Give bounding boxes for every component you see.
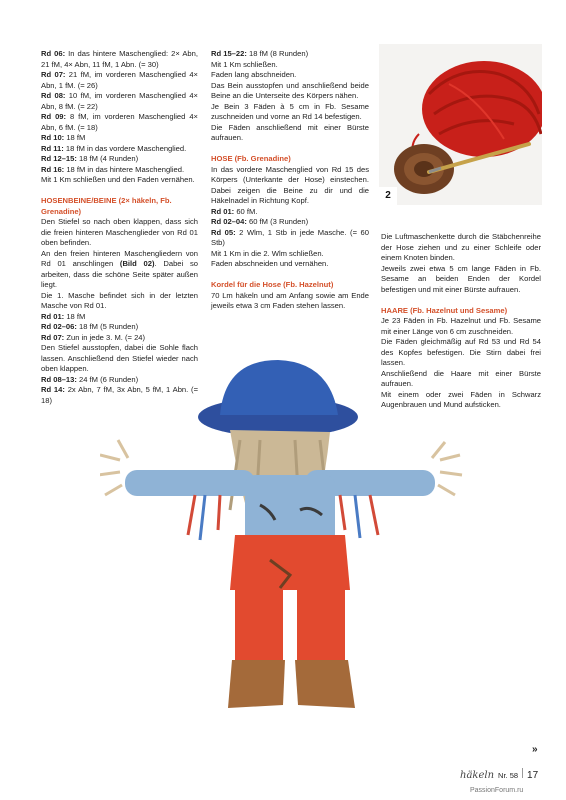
paragraph: Das Bein ausstopfen und anschließend beide Beine an die Unterseite des Körpers nähen.	[211, 80, 369, 100]
section-heading-hair: HAARE (Fb. Hazelnut und Sesame)	[381, 305, 508, 315]
round-instruction	[211, 228, 369, 249]
round-label: Rd 02–06:	[41, 322, 77, 331]
round-instruction	[41, 322, 198, 333]
text-column-1	[41, 49, 198, 406]
paragraph: Mit einem oder zwei Fäden in Schwarz Augenbrauen und Mund aufsticken.	[381, 389, 541, 409]
round-list	[211, 207, 369, 249]
watermark: PassionForum.ru	[470, 787, 524, 794]
round-text: In das hintere Maschenglied: 2× Abn, 21 fM, 4× Abn, 11 fM, 1 Abn. (= 30)	[41, 49, 198, 69]
round-instruction	[41, 165, 198, 176]
round-label: Rd 05:	[211, 227, 236, 237]
round-label: Rd 10:	[41, 133, 65, 142]
round-text: 18 fM	[64, 311, 86, 321]
paragraph: Mit 1 Km in die 2. Wlm schließen.	[211, 248, 324, 258]
round-label: Rd 12–15:	[41, 154, 77, 163]
round-text: 18 fM	[64, 133, 86, 142]
paragraph: Mit 1 Km schließen.	[211, 59, 278, 69]
paragraph: Die Luftmaschenkette durch die Stäbchenreihe der Hose ziehen und zu einer Schleife oder einem Knoten binden.	[381, 232, 541, 262]
round-label: Rd 08:	[41, 91, 66, 100]
round-label: Rd 14:	[41, 385, 65, 394]
round-label: Rd 01:	[211, 206, 235, 216]
yarn-ball-illustration	[379, 44, 542, 205]
round-label: Rd 07:	[41, 332, 65, 342]
round-instruction	[211, 49, 369, 60]
round-label: Rd 11:	[41, 143, 64, 153]
round-text: 18 fM in das hintere Maschenglied.	[64, 164, 185, 174]
page-number: 17	[527, 770, 539, 781]
round-text: 18 fM in das vordere Maschenglied.	[63, 143, 187, 153]
round-text: 18 fM (4 Runden)	[76, 154, 139, 163]
paragraph: 70 Lm häkeln und am Anfang sowie am Ende jeweils etwa 3 cm Faden stehen lassen.	[211, 290, 369, 310]
section-heading-cord: Kordel für die Hose (Fb. Hazelnut)	[211, 280, 334, 289]
round-text: 10 fM, im vorderen Maschenglied 4× Abn, 8 fM. (= 22)	[41, 91, 198, 111]
round-text: 18 fM (5 Runden)	[76, 322, 139, 331]
text-column-2	[211, 49, 369, 312]
round-instruction	[41, 49, 198, 70]
paragraph: Mit 1 Km schließen und den Faden vernähen.	[41, 175, 195, 184]
section-heading-legs: HOSENBEINE/BEINE (2× häkeln, Fb. Grenadine)	[41, 196, 172, 216]
issue-number: Nr. 58	[498, 771, 519, 780]
round-list	[41, 49, 198, 175]
paragraph: Den Stiefel ausstopfen, dabei die Sohle flach lassen. Anschließend den Stiefel wieder nach oben klappen.	[41, 343, 198, 373]
round-instruction	[41, 333, 198, 344]
paragraph: Faden abschneiden und vernähen.	[211, 259, 329, 268]
paragraph: Jeweils zwei etwa 5 cm lange Fäden in Fb. Sesame an beiden Enden der Kordel befestigen und mit einer Bürste aufrauen.	[381, 263, 541, 294]
round-instruction	[211, 207, 369, 218]
round-text: Zun in jede 3. M. (= 24)	[64, 332, 146, 342]
round-text: 60 fM.	[234, 206, 258, 216]
footer-divider	[522, 768, 523, 778]
round-label: Rd 09:	[41, 112, 67, 121]
round-instruction	[41, 144, 198, 155]
paragraph: Die Fäden anschließend mit einer Bürste aufrauen.	[211, 122, 369, 142]
round-instruction	[211, 217, 369, 228]
round-list	[41, 312, 198, 344]
round-list	[211, 49, 369, 60]
paragraph: Den Stiefel so nach oben klappen, dass sich die freien hinteren Maschenglieder von Rd 01 oben befinden.	[41, 217, 198, 247]
round-label: Rd 08–13:	[41, 374, 77, 384]
paragraph: Je Bein 3 Fäden à 5 cm in Fb. Sesame zuschneiden und vorne an Rd 14 befestigen.	[211, 101, 369, 121]
round-instruction	[41, 312, 198, 323]
round-label: Rd 16:	[41, 164, 65, 174]
round-instruction	[41, 133, 198, 144]
photo-number-label: 2	[379, 187, 397, 205]
round-text: 60 fM (3 Runden)	[246, 217, 309, 226]
magazine-name: häkeln	[460, 770, 495, 781]
continue-marker: »	[532, 744, 538, 755]
round-text: 21 fM, im vorderen Maschenglied 4× Abn, 1 fM. (= 26)	[41, 70, 198, 90]
paragraph: Die 1. Masche befindet sich in der letzten Masche von Rd 01.	[41, 290, 198, 310]
paragraph: Je 23 Fäden in Fb. Hazelnut und Fb. Sesame mit einer Länge von 6 cm zuschneiden.	[381, 316, 541, 336]
section-heading-pants: HOSE (Fb. Grenadine)	[211, 154, 291, 163]
round-instruction	[41, 70, 198, 91]
round-text: 8 fM, im vorderen Maschenglied 4× Abn, 6 fM. (= 18)	[41, 112, 198, 132]
paragraph: Die Fäden gleichmäßig auf Rd 53 und Rd 54 des Kopfes befestigen. Die Stirn dabei frei lassen.	[381, 337, 541, 367]
round-label: Rd 01:	[41, 311, 65, 321]
round-text: 24 fM (6 Runden)	[76, 374, 139, 384]
doll-illustration	[100, 360, 470, 740]
paragraph: In das vordere Maschenglied von Rd 15 des Körpers (Unterkante der Hose) einstechen. Dabei zeigen die Beine zu dir und die Häkelnadel in Richtung Kopf.	[211, 164, 369, 205]
page-footer	[460, 768, 538, 781]
round-instruction	[41, 112, 198, 133]
round-label: Rd 15–22:	[211, 49, 247, 58]
round-instruction	[41, 91, 198, 112]
round-label: Rd 02–04:	[211, 217, 247, 226]
round-label: Rd 06:	[41, 49, 66, 58]
paragraph: An den freien hinteren Maschengliedern von Rd 01 anschlingen (Bild 02). Dabei so arbeiten, dass die schöne Seite später außen liegt.	[41, 248, 198, 289]
step-photo-yarn	[379, 44, 542, 205]
round-text: 2x Abn, 7 fM, 3x Abn, 5 fM, 1 Abn. (= 18)	[41, 385, 199, 405]
paragraph: Anschließend die Haare mit einer Bürste aufrauen.	[381, 368, 541, 388]
round-text: 2 Wlm, 1 Stb in jede Masche. (= 60 Stb)	[211, 227, 369, 247]
paragraph: Faden lang abschneiden.	[211, 70, 297, 79]
round-instruction	[41, 154, 198, 165]
round-text: 18 fM (8 Runden)	[246, 49, 309, 58]
round-label: Rd 07:	[41, 70, 66, 79]
scarecrow-doll-photo	[100, 360, 470, 740]
